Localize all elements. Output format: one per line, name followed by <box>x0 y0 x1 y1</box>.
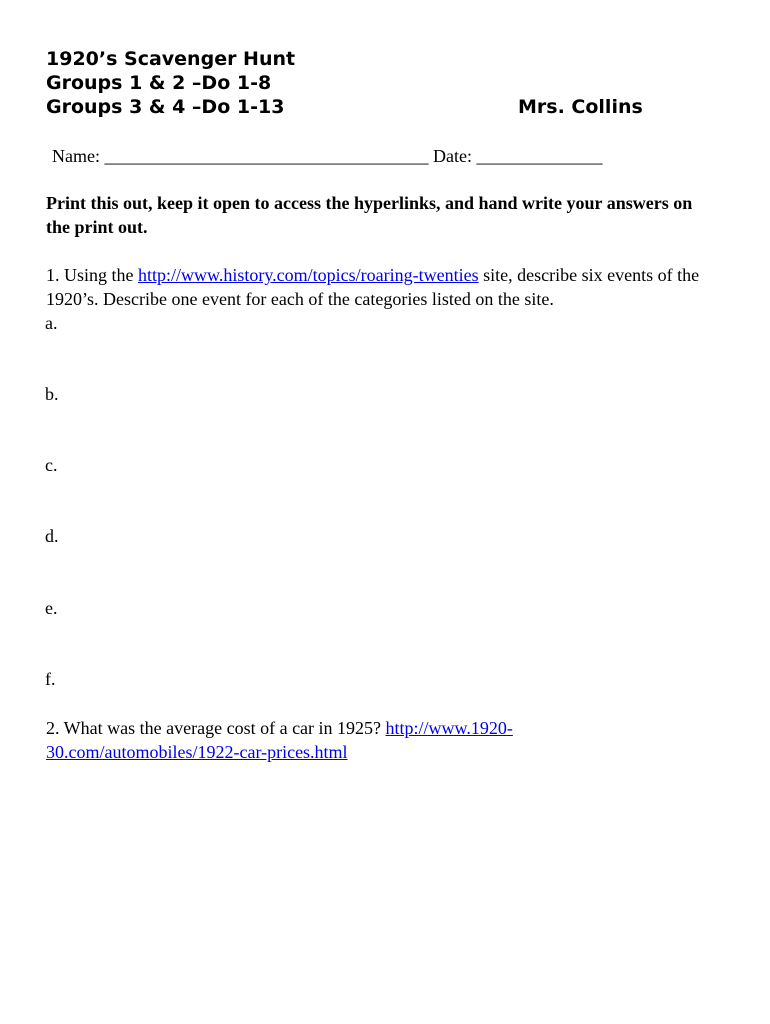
question-2 <box>46 716 686 764</box>
date-blank: ______________ <box>476 146 603 166</box>
teacher-name: Mrs. Collins <box>518 96 643 118</box>
date-label: Date: <box>432 146 472 166</box>
answer-label-d: d. <box>45 526 59 546</box>
answer-label-e: e. <box>45 598 58 618</box>
answer-label-c: c. <box>45 455 58 475</box>
groups-1-2-line: Groups 1 & 2 –Do 1-8 <box>46 72 272 94</box>
question-1-suffix: site, describe six events of the 1920’s. Describe one event for each of the categories listed on the site. <box>46 265 700 309</box>
groups-3-4-line: Groups 3 & 4 –Do 1-13 <box>46 96 285 118</box>
history-link[interactable]: http://www.history.com/topics/roaring-twenties <box>138 265 479 285</box>
worksheet-title: 1920’s Scavenger Hunt <box>46 48 296 70</box>
name-blank: ____________________________________ <box>104 146 429 166</box>
answer-label-f: f. <box>45 669 56 689</box>
car-prices-link[interactable]: http://www.1920-30.com/automobiles/1922-car-prices.html <box>46 718 513 762</box>
question-2-text: 2. What was the average cost of a car in 1925? <box>46 718 386 738</box>
name-label: Name: <box>52 146 100 166</box>
question-1-prefix: 1. Using the <box>46 265 138 285</box>
answer-label-a: a. <box>45 313 58 333</box>
name-date-line <box>52 144 602 168</box>
question-1 <box>46 263 746 311</box>
instructions: Print this out, keep it open to access the hyperlinks, and hand write your answers on the print out. <box>46 193 693 237</box>
answer-label-b: b. <box>45 384 59 404</box>
